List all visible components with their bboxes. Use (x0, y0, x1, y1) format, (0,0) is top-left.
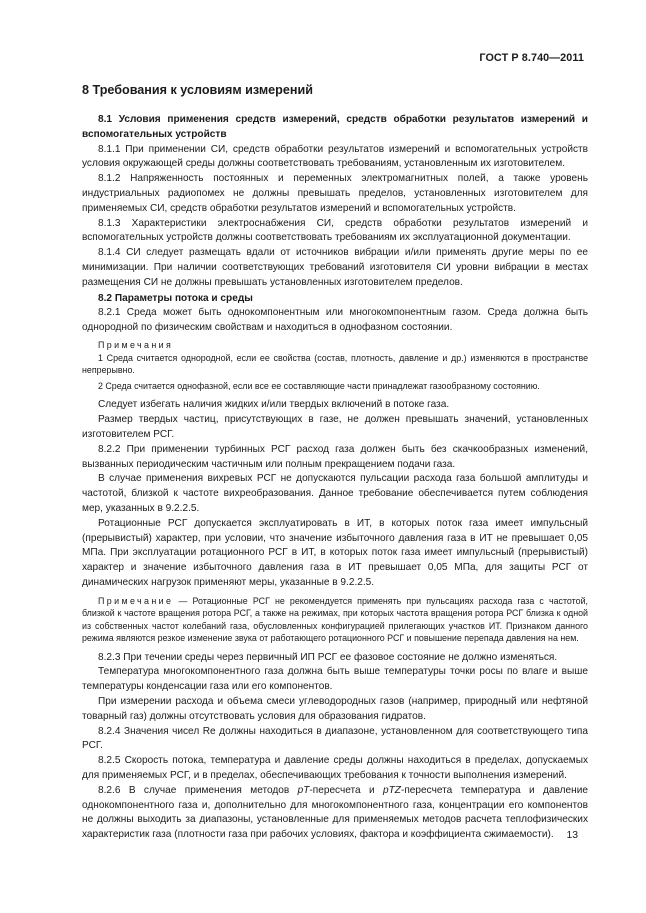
paragraph (82, 784, 588, 843)
note-item: 1 Среда считается однородной, если ее свойства (состав, плотность, давление и др.) изменяются в пространстве непрерывно. (82, 352, 588, 376)
paragraph: В случае применения вихревых РСГ не допускаются пульсации расхода газа большой амплитуды и частотой, близкой к частоте вихреобразования. Данное требование обеспечивается путем соблюдения мер, указанных в 9.2.2.5. (82, 473, 588, 514)
paragraph: 8.2.1 Среда может быть однокомпонентным или многокомпонентным газом. Среда должна быть однородной по физическим свойствам и находиться в однофазном состоянии. (82, 307, 588, 334)
paragraph: Температура многокомпонентного газа должна быть выше температуры точки росы по влаге и выше температуры конденсации газа или его компонентов. (82, 666, 588, 693)
subsection-title: 8.1 Условия применения средств измерений, средств обработки результатов измерений и вспомогательных устройств (82, 114, 588, 140)
paragraph: 8.1.1 При применении СИ, средств обработки результатов измерений и вспомогательных устройств условия окружающей среды должны соответствовать требованиям, установленным их изготовителем. (82, 143, 588, 170)
paragraph: Следует избегать наличия жидких и/или твердых включений в потоке газа. (98, 399, 450, 411)
paragraph: 8.2.5 Скорость потока, температура и давление среды должны находиться в пределах, допускаемых для применяемых РСГ, и в пределах, обеспечивающих требования к точности выполнения измерений. (82, 755, 588, 782)
note-label: Примечание (98, 595, 174, 606)
paragraph: 8.1.3 Характеристики электроснабжения СИ, средств обработки результатов измерений и вспомогательных устройств должны соответствовать требованиям их эксплуатационной документации. (82, 217, 588, 244)
section-title: 8 Требования к условиям измерений (82, 83, 313, 97)
text-run: -пересчета и (309, 784, 384, 796)
notes-title: Примечания (98, 339, 174, 350)
text-run: 8.2.6 В случае применения методов (98, 784, 298, 796)
paragraph: 8.2.3 При течении среды через первичный ИП РСГ ее фазовое состояние не должно изменяться. (98, 651, 558, 663)
note-block (82, 595, 588, 645)
paragraph: Ротационные РСГ допускается эксплуатировать в ИТ, в которых поток газа имеет импульсный (прерывистый) характер, при условии, что значение избыточного давления газа в ИТ не превышает 0,05 МПа. При эксплуатации ротационного РСГ в ИТ, в которых поток газа имеет импульсный (прерывистый) характер и значение избыточного давления газа в ИТ превышает 0,05 МПа, для защиты РСГ от динамических нагрузок применяют меры, указанные в 9.2.2.5. (82, 517, 588, 588)
page-number: 13 (566, 830, 578, 841)
page-content (82, 82, 588, 843)
subsection-title: 8.2 Параметры потока и среды (98, 292, 253, 304)
formula-text: pT (297, 784, 310, 796)
paragraph: Размер твердых частиц, присутствующих в газе, не должен превышать значений, установленных изготовителем РСГ. (82, 414, 588, 440)
paragraph: 8.1.2 Напряженность постоянных и переменных электромагнитных полей, а также уровень индустриальных радиопомех не должны превышать пределов, установленных изготовителем для применяемых СИ, средств обработки результатов измерений и вспомогательных устройств. (82, 173, 588, 214)
text-run: -пересчета температура и давление однокомпонентного газа и, дополнительно для многокомпонентного газа, концентрации его компонентов не должны выходить за диапазоны, установленные для применяемых методов расчета теплофизических характеристик газа (плотности газа при рабочих условиях, фактора и коэффициента сжимаемости). (82, 784, 588, 841)
paragraph: 8.1.4 СИ следует размещать вдали от источников вибрации и/или применять другие меры по ее минимизации. При наличии соответствующих требований изготовителя СИ уровни вибрации в местах размещения СИ не должны превышать установленных изготовителем пределов. (82, 247, 588, 288)
standard-header: ГОСТ Р 8.740—2011 (479, 52, 584, 64)
paragraph: 8.2.2 При применении турбинных РСГ расход газа должен быть без скачкообразных изменений, вызванных периодическим частичным или полным прекращением подачи газа. (82, 443, 588, 470)
paragraph: При измерении расхода и объема смеси углеводородных газов (например, природный или нефтяной товарный газ) должны отсутствовать условия для образования гидратов. (82, 696, 588, 722)
paragraph: 8.2.4 Значения чисел Re должны находиться в диапазоне, установленном для соответствующего типа РСГ. (82, 725, 588, 752)
note-text: — Ротационные РСГ не рекомендуется применять при пульсациях расхода газа с частотой, близкой к частоте вращения ротора РСГ, а также на режимах, при которых частота вращения ротора РСГ близка к одной из собственных частот колебаний газа, обусловленных конфигурацией прилегающих участков ИТ. Признаком данного режима являются резкое изменение звука от работающего ротационного РСГ и повышение перепада давления на нем. (82, 595, 588, 644)
note-item: 2 Среда считается однофазной, если все ее составляющие части принадлежат газообразному состоянию. (98, 380, 540, 391)
formula-text: pTZ (383, 784, 401, 796)
